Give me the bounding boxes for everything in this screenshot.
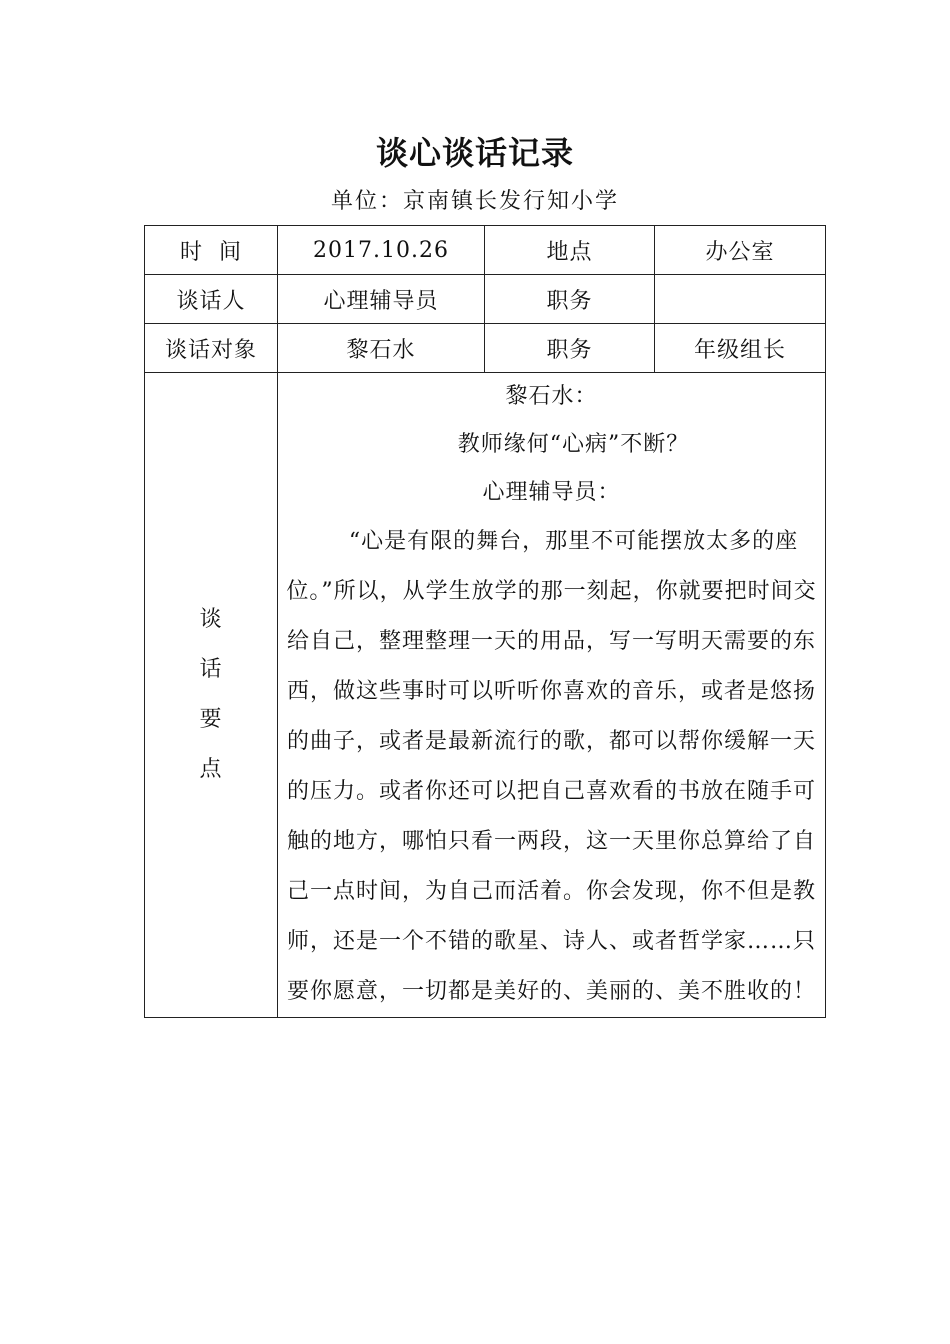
content-label xyxy=(145,373,278,1018)
speaker-target-name: 黎石水： xyxy=(505,384,598,409)
place-value: 办公室 xyxy=(655,226,826,275)
table-row-speaker xyxy=(145,275,826,324)
speaker-position-label: 职务 xyxy=(485,275,655,324)
content-label-char: 谈 xyxy=(199,607,223,632)
table-row-content xyxy=(145,373,826,1018)
content-label-char: 话 xyxy=(199,657,223,682)
target-position-value: 年级组长 xyxy=(655,324,826,373)
question-line: 教师缘何“心病”不断？ xyxy=(457,432,690,457)
table-row-time xyxy=(145,226,826,275)
place-label: 地点 xyxy=(485,226,655,275)
speaker-position-value xyxy=(655,275,826,324)
time-label: 时 间 xyxy=(145,226,278,275)
time-value: 2017.10.26 xyxy=(278,226,485,275)
document-title: 谈心谈话记录 xyxy=(375,134,574,172)
counselor-response: “心是有限的舞台，那里不可能摆放太多的座位。”所以，从学生放学的那一刻起，你就要把时间交给自己，整理整理一天的用品，写一写明天需要的东西，做这些事时可以听听你喜欢的音乐，或者是悠扬的曲子，或者是最新流行的歌，都可以帮你缓解一天的压力。或者你还可以把自己喜欢看的书放在随手可触的地方，哪怕只看一两段，这一天里你总算给了自己一点时间，为自己而活着。你会发现，你不但是教师，还是一个不错的歌星、诗人、或者哲学家……只要你愿意，一切都是美好的、美丽的、美不胜收的！ xyxy=(286,529,817,1004)
unit-line: 单位：京南镇长发行知小学 xyxy=(330,189,619,214)
table-row-target xyxy=(145,324,826,373)
conversation-content xyxy=(278,373,826,1018)
record-table xyxy=(144,225,826,1018)
content-label-char: 要 xyxy=(199,707,223,732)
speaker-label: 谈话人 xyxy=(145,275,278,324)
speaker-counselor-name: 心理辅导员： xyxy=(482,480,621,505)
target-value: 黎石水 xyxy=(278,324,485,373)
content-label-char: 点 xyxy=(199,757,223,782)
speaker-value: 心理辅导员 xyxy=(278,275,485,324)
target-label: 谈话对象 xyxy=(145,324,278,373)
target-position-label: 职务 xyxy=(485,324,655,373)
